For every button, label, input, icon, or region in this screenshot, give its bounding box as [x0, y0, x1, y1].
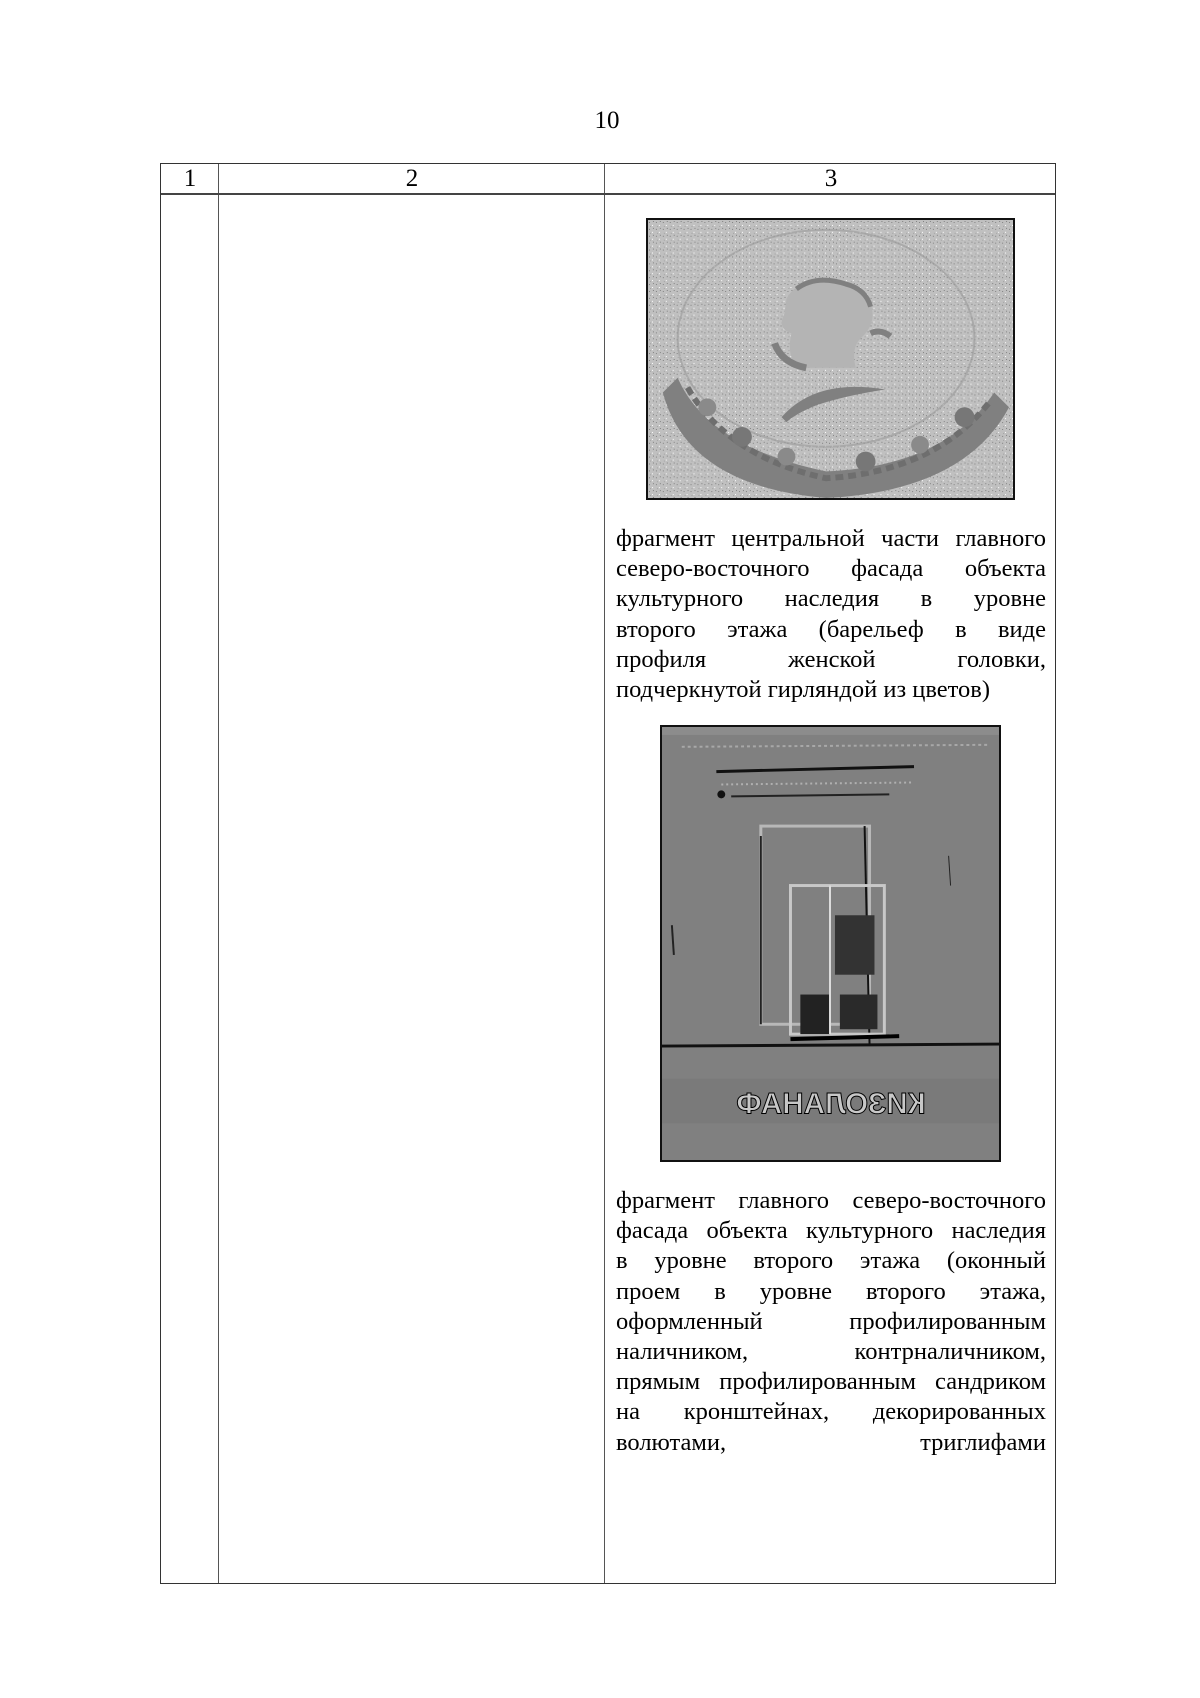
header-col-1: 1 [183, 165, 197, 192]
caption-line: подчеркнутой гирляндой из цветов) [616, 676, 991, 704]
caption-line: наличником, контрналичником, [616, 1338, 1046, 1366]
caption-line: культурного наследия в уровне [616, 585, 1046, 613]
caption-line: на кронштейнах, декорированных [616, 1398, 1046, 1426]
signage-text: КИЗОЛАНАФ [736, 1087, 926, 1121]
caption-bas-relief [616, 524, 1046, 705]
caption-line: волютами, триглифами [616, 1428, 1046, 1456]
caption-line: проем в уровне второго этажа, [616, 1277, 1046, 1305]
column-divider-1-2 [218, 164, 219, 1583]
window-opening-image [662, 727, 999, 1160]
caption-line: второго этажа (барельеф в виде [616, 615, 1046, 643]
caption-line: профиля женской головки, [616, 645, 1046, 673]
bas-relief-image [648, 220, 1013, 498]
caption-line: прямым профилированным сандриком [616, 1368, 1046, 1396]
caption-line: фасада объекта культурного наследия [616, 1217, 1046, 1245]
caption-line: в уровне второго этажа (оконный [616, 1247, 1046, 1275]
column-divider-2-3 [604, 164, 605, 1583]
photo-window-opening [660, 725, 1001, 1162]
caption-line: фрагмент главного северо-восточного [616, 1187, 1046, 1214]
page-number: 10 [594, 107, 620, 134]
caption-line: фрагмент центральной части главного [616, 525, 1046, 552]
heritage-table [160, 163, 1056, 1584]
caption-line: оформленный профилированным [616, 1307, 1046, 1335]
caption-line: северо-восточного фасада объекта [616, 555, 1046, 583]
photo-bas-relief [646, 218, 1015, 500]
caption-window-opening [616, 1186, 1046, 1458]
header-col-2: 2 [405, 165, 419, 192]
header-col-3: 3 [824, 165, 838, 192]
